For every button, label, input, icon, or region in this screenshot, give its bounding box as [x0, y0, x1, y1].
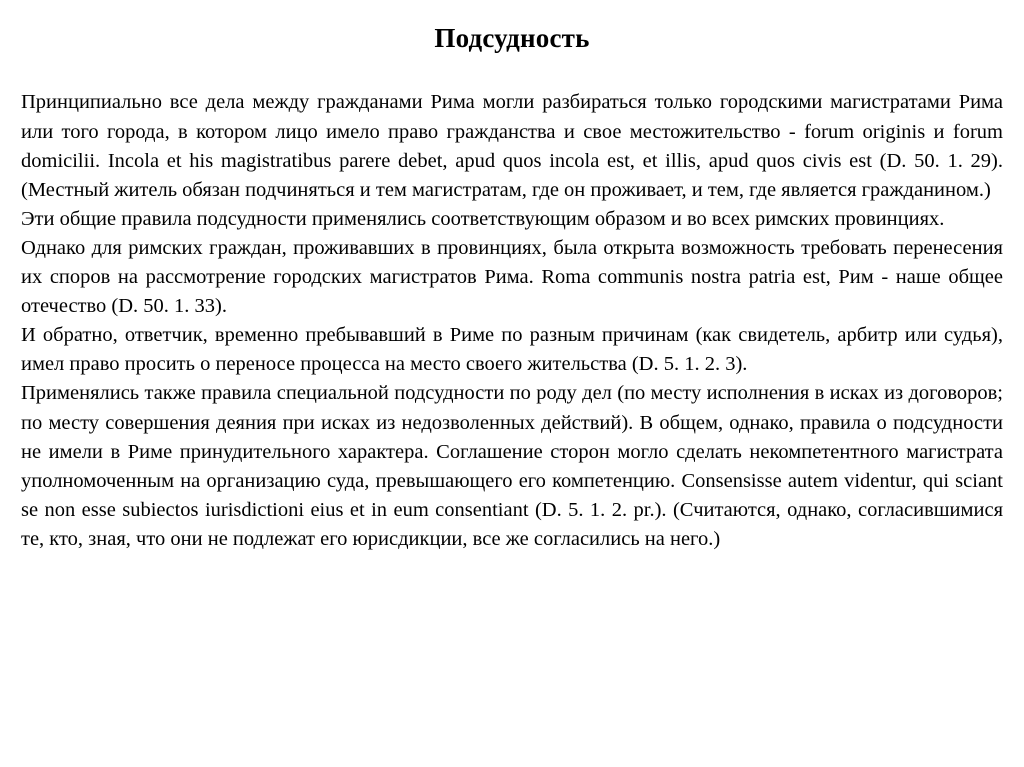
paragraph-defendant-transfer: И обратно, ответчик, временно пребывавший в Риме по разным причинам (как свидетель, арбитр или судья), имел право просить о переносе процесса на место своего жительства (D. 5. 1. 2. 3). — [21, 324, 1003, 376]
paragraph-jurisdiction-general-rule: Принципиально все дела между гражданами Рима могли разбираться только городскими магистратами Рима или того города, в котором лицо имело право гражданства и свое местожительство - forum originis и forum domicilii. Incola et his magistratibus parere debet, apud quos incola est, et illis, apud quos civis est (D. 50. 1. 29). (Местный житель обязан подчиняться и тем магистратам, где он проживает, и тем, где является гражданином.) — [21, 91, 1003, 201]
paragraph-roma-communis: Однако для римских граждан, проживавших в провинциях, была открыта возможность требовать перенесения их споров на рассмотрение городских магистратов Рима. Roma communis nostra patria est, Рим - наше общее отечество (D. 50. 1. 33). — [21, 236, 1003, 318]
page-title: Подсудность — [434, 23, 590, 53]
body-text — [21, 88, 1003, 554]
paragraph-special-jurisdiction: Применялись также правила специальной подсудности по роду дел (по месту исполнения в исках из договоров; по месту совершения деяния при исках из недозволенных действий). В общем, однако, правила о подсудности не имели в Риме принудительного характера. Соглашение сторон могло сделать некомпетентного магистрата уполномоченным на организацию суда, превышающего его компетенцию. Consensisse autem videntur, qui sciant se non esse subiectos iurisdictioni eius et in eum consentiant (D. 5. 1. 2. pr.). (Считаются, однако, согласившимися те, кто, зная, что они не подлежат его юрисдикции, все же согласились на него.) — [21, 382, 1003, 551]
paragraph-provinces-rule: Эти общие правила подсудности применялись соответствующим образом и во всех римских провинциях. — [21, 207, 945, 230]
